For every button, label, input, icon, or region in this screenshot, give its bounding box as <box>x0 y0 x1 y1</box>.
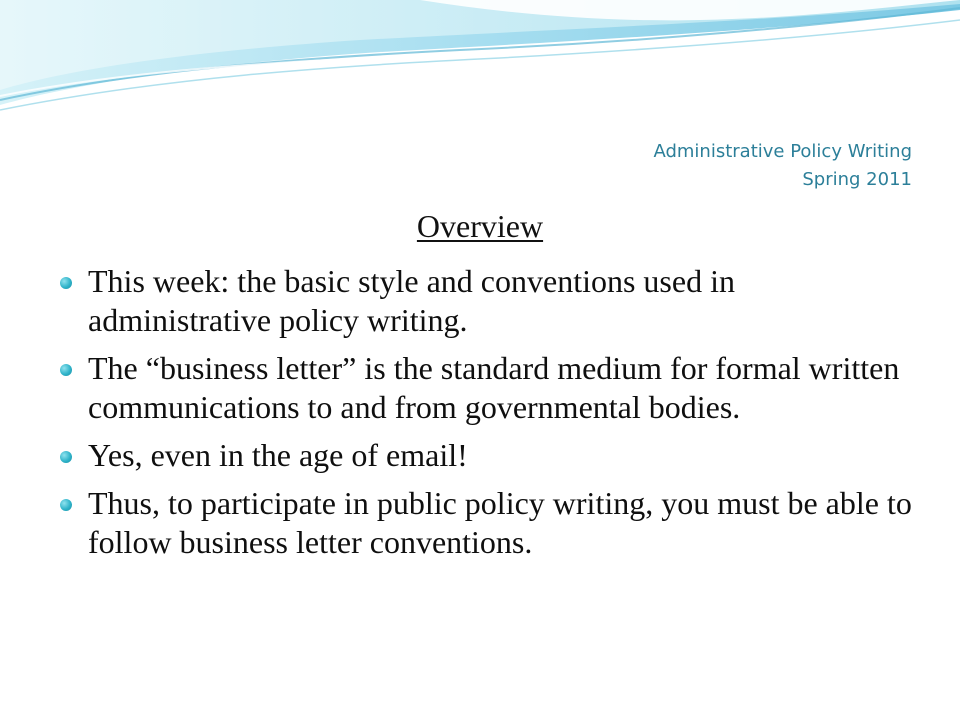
bullet-list <box>57 262 917 571</box>
teal-dot-icon <box>60 499 72 511</box>
bullet-item <box>57 484 917 562</box>
bullet-item <box>57 349 917 427</box>
course-title: Administrative Policy Writing <box>653 141 912 162</box>
decorative-wave-banner <box>0 0 960 120</box>
bullet-text: This week: the basic style and conventions used in administrative policy writing. <box>88 263 735 338</box>
bullet-item <box>57 262 917 340</box>
bullet-text: Yes, even in the age of email! <box>88 437 468 473</box>
bullet-text: Thus, to participate in public policy writing, you must be able to follow business letter conventions. <box>88 485 912 560</box>
teal-dot-icon <box>60 277 72 289</box>
term-label: Spring 2011 <box>802 169 912 190</box>
bullet-item <box>57 436 917 475</box>
teal-dot-icon <box>60 364 72 376</box>
teal-dot-icon <box>60 451 72 463</box>
slide-header <box>653 138 912 194</box>
slide-title: Overview <box>416 208 544 244</box>
bullet-text: The “business letter” is the standard medium for formal written communications to and from governmental bodies. <box>88 350 900 425</box>
